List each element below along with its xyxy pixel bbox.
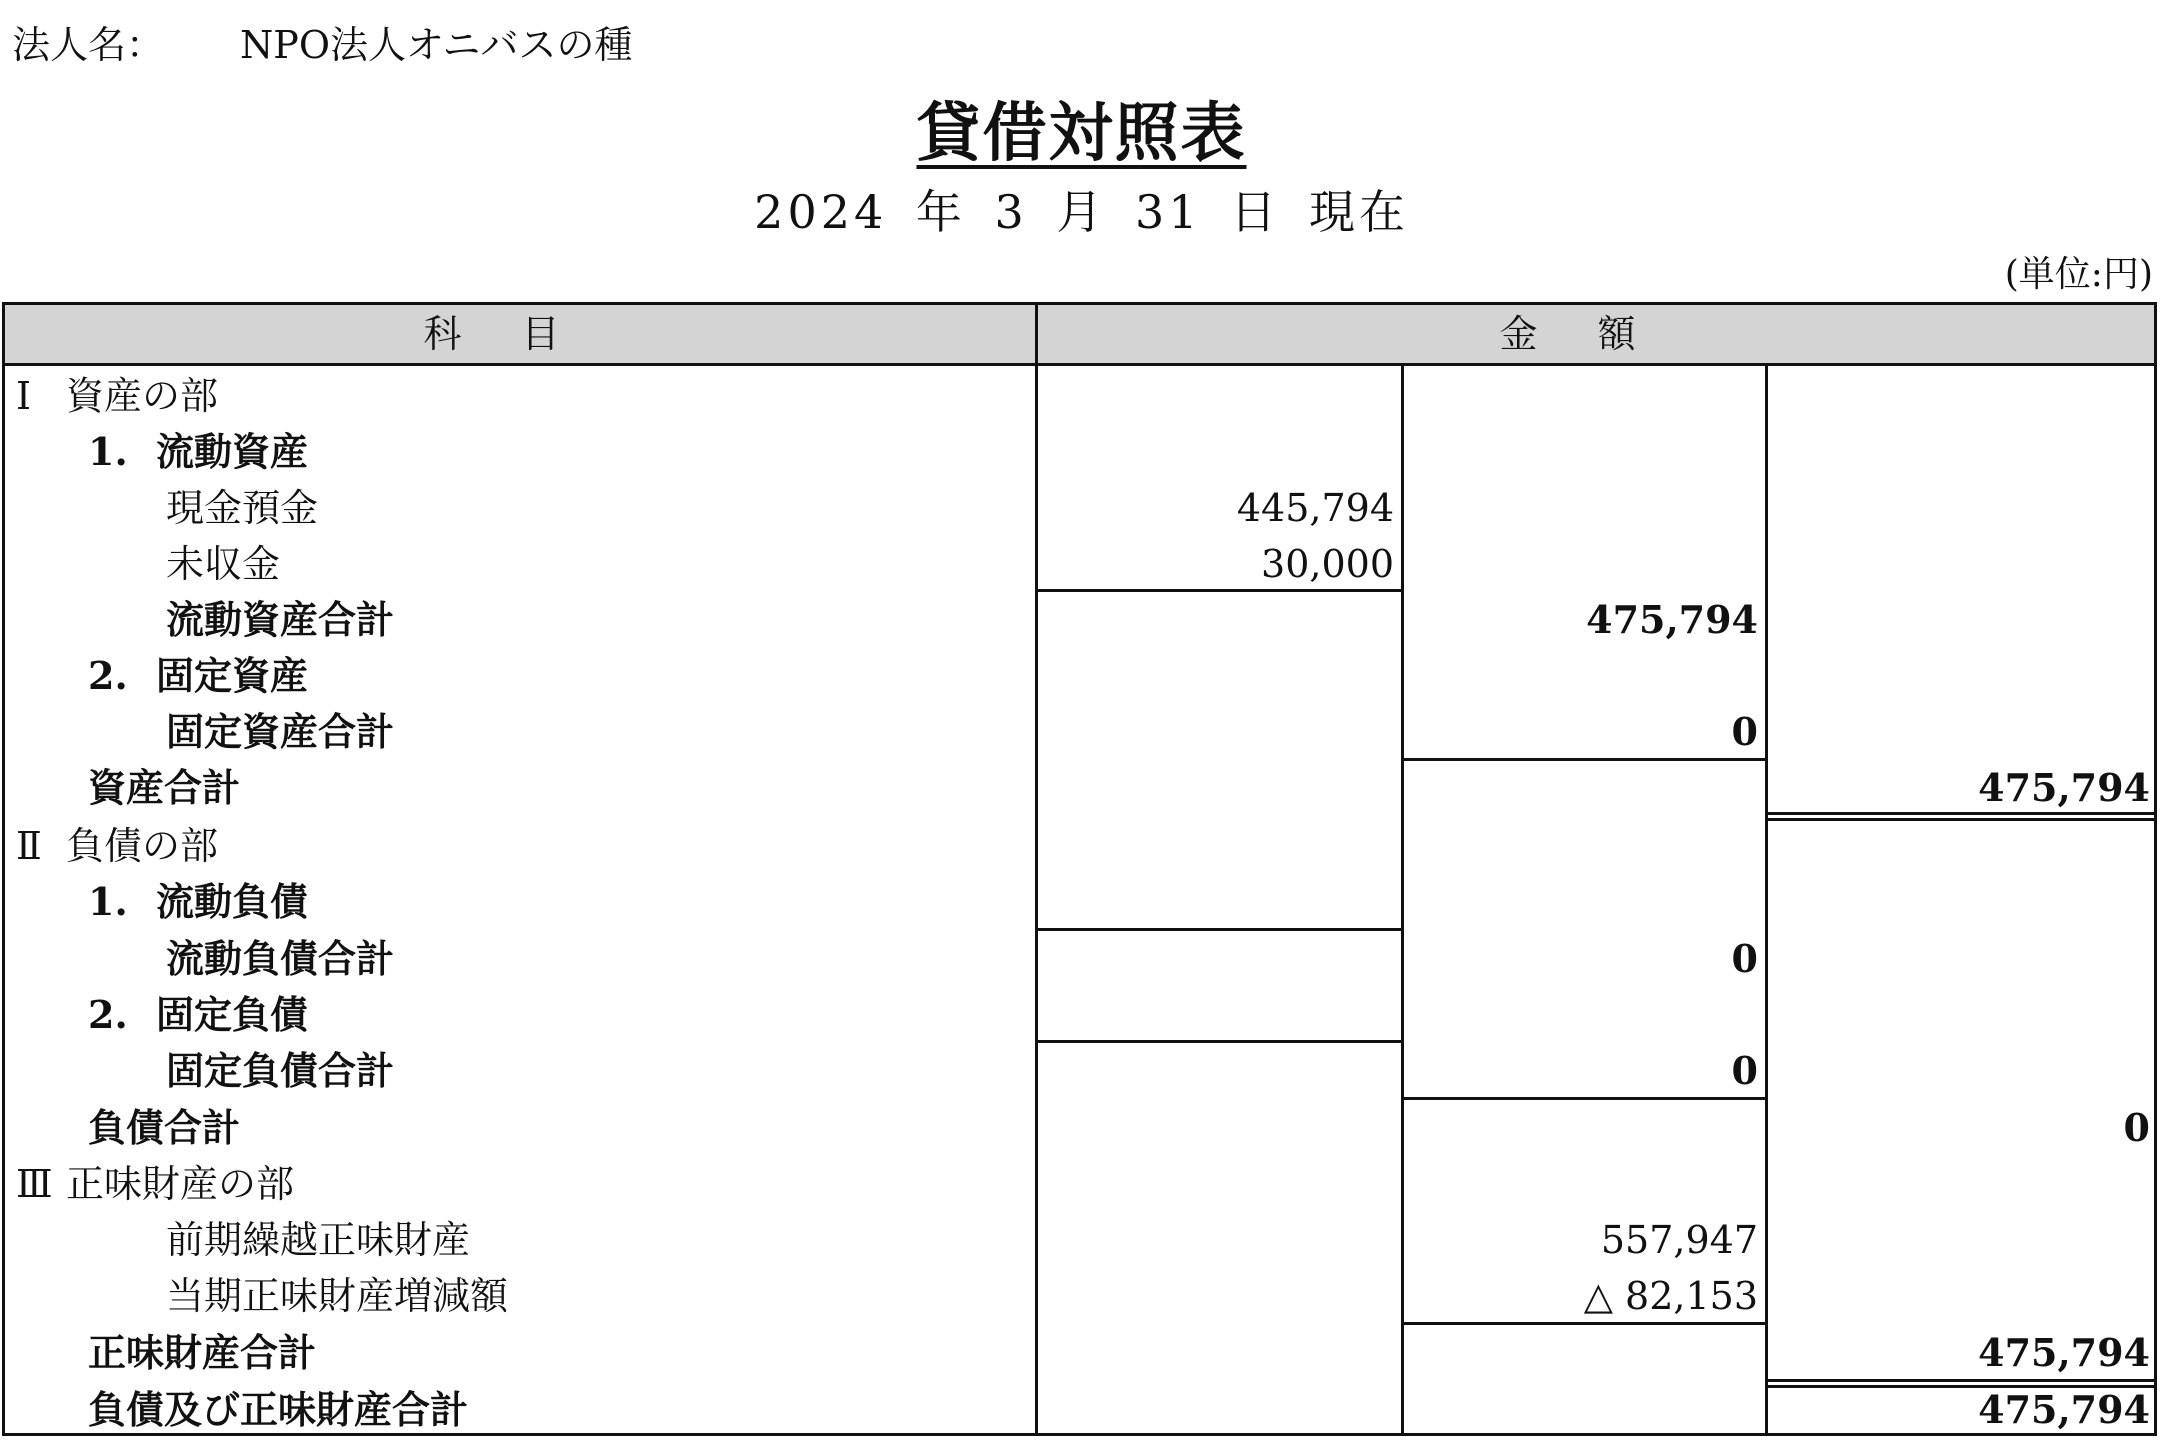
date-year: 2024 <box>754 185 888 239</box>
table-row <box>0 1100 2163 1156</box>
column-header-subject: 科目 <box>423 312 620 356</box>
table-row <box>0 874 2163 930</box>
corporation-name: NPO法人オニバスの種 <box>240 23 633 67</box>
table-row <box>0 1325 2163 1381</box>
table-row <box>0 704 2163 760</box>
table-header-row <box>2 302 2157 366</box>
table-row <box>0 818 2163 874</box>
corporation-label: 法人名： <box>12 23 165 67</box>
row-label: 当期正味財産増減額 <box>166 1274 509 1318</box>
row-label: 正味財産合計 <box>88 1330 317 1375</box>
table-row <box>0 1043 2163 1099</box>
date-day-unit: 日 <box>1230 185 1281 239</box>
table-row <box>0 368 2163 424</box>
as-of-date <box>0 176 2163 242</box>
currency-unit: (単位:円) <box>2004 254 2153 295</box>
table-row <box>0 931 2163 987</box>
row-label: 固定負債合計 <box>166 1048 395 1093</box>
column-header-amount: 金額 <box>1499 312 1696 356</box>
corporation-line <box>12 14 633 69</box>
date-day: 31 <box>1135 185 1202 239</box>
amount-cell: 445,794 <box>1236 486 1394 530</box>
subtotal-cell: 0 <box>1731 1048 1758 1093</box>
grand-total-cell: 475,794 <box>1978 1387 2150 1432</box>
row-label: 1. 流動負債 <box>88 879 309 924</box>
table-row <box>0 1268 2163 1324</box>
row-label: 負債及び正味財産合計 <box>88 1387 469 1432</box>
row-label: Ⅱ 負債の部 <box>16 824 219 868</box>
row-label: 未収金 <box>166 542 281 586</box>
row-label: 流動資産合計 <box>166 597 395 642</box>
date-month-unit: 月 <box>1056 185 1107 239</box>
row-label: 固定資産合計 <box>166 709 395 754</box>
row-label: 2. 固定負債 <box>88 992 309 1037</box>
row-label: 流動負債合計 <box>166 936 395 981</box>
table-row <box>0 1156 2163 1212</box>
amount-cell: △ 82,153 <box>1583 1274 1758 1318</box>
row-label: Ⅲ 正味財産の部 <box>16 1162 295 1206</box>
date-suffix: 現在 <box>1308 185 1409 239</box>
date-month: 3 <box>994 185 1028 239</box>
total-cell: 475,794 <box>1978 1330 2150 1375</box>
row-label: 前期繰越正味財産 <box>166 1218 471 1262</box>
subtotal-cell: 475,794 <box>1586 597 1758 642</box>
table-row <box>0 1212 2163 1268</box>
row-label: 現金預金 <box>166 486 319 530</box>
table-row <box>0 480 2163 536</box>
table-row <box>0 424 2163 480</box>
table-row <box>0 648 2163 704</box>
row-label: 負債合計 <box>88 1105 241 1150</box>
table-row <box>0 1382 2163 1438</box>
subtotal-cell: 0 <box>1731 709 1758 754</box>
row-label: 2. 固定資産 <box>88 653 309 698</box>
row-label: 1. 流動資産 <box>88 429 309 474</box>
document-title <box>0 82 2163 174</box>
table-row <box>0 987 2163 1043</box>
total-cell: 0 <box>2123 1105 2150 1150</box>
table-row <box>0 760 2163 816</box>
table-row <box>0 592 2163 648</box>
row-label: Ⅰ 資産の部 <box>16 374 219 418</box>
table-row <box>0 536 2163 592</box>
row-label: 資産合計 <box>88 765 241 810</box>
amount-cell: 30,000 <box>1261 542 1394 586</box>
total-cell: 475,794 <box>1978 765 2150 810</box>
subtotal-cell: 0 <box>1731 936 1758 981</box>
document-title-text: 貸借対照表 <box>916 96 1247 171</box>
amount-cell: 557,947 <box>1600 1218 1758 1262</box>
date-year-unit: 年 <box>915 185 966 239</box>
